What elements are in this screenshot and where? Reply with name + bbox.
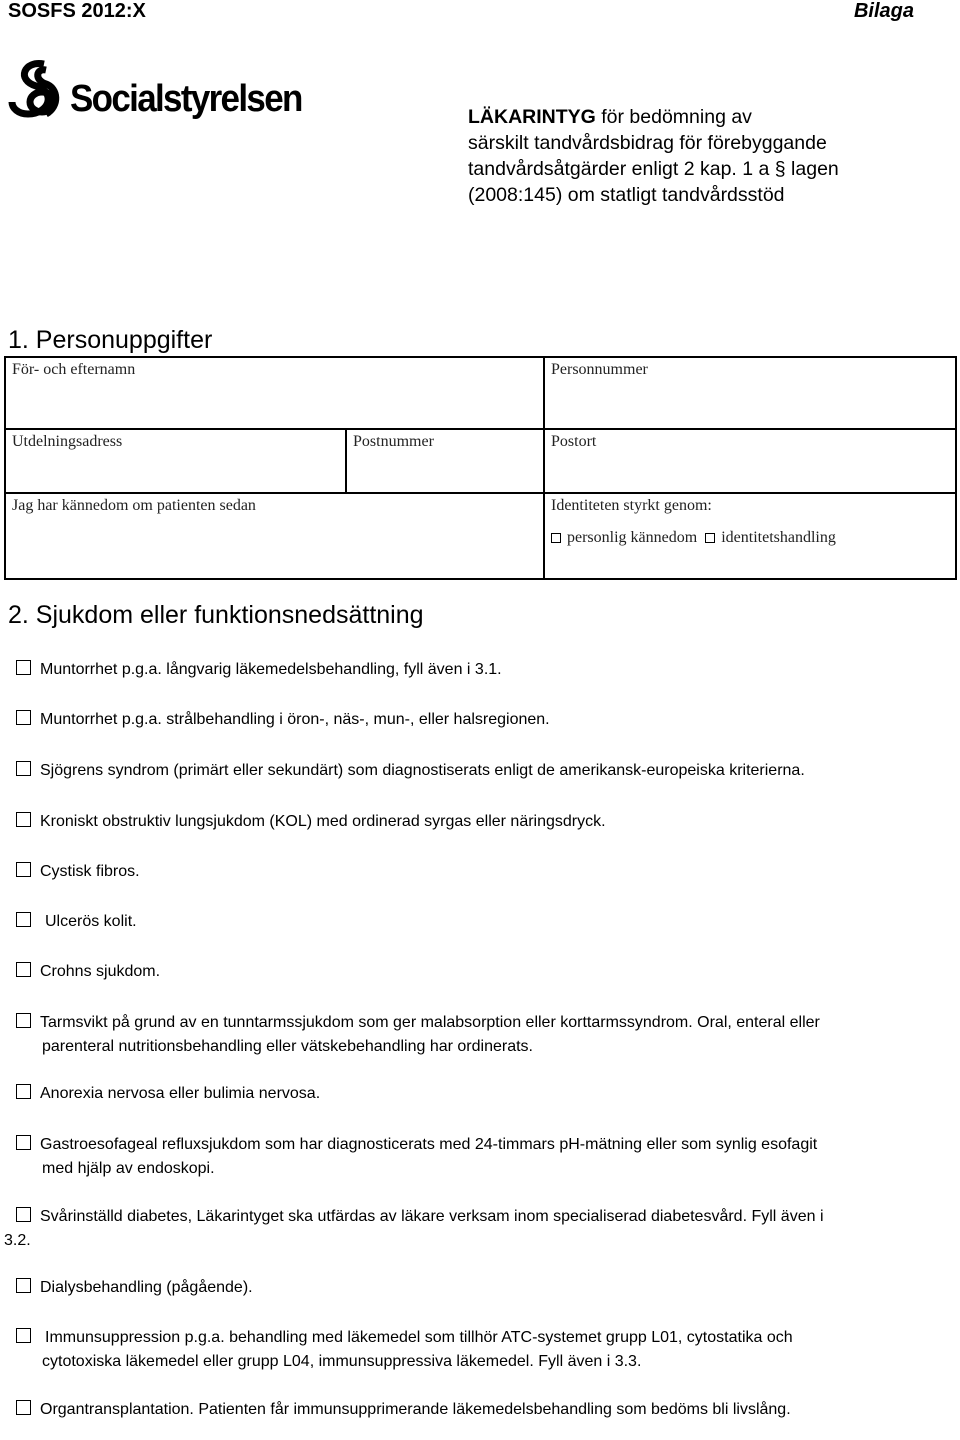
condition-item: [16, 860, 941, 884]
section1-title: 1. Personuppgifter: [8, 326, 213, 354]
condition-item: [4, 1205, 941, 1253]
id-document-checkbox[interactable]: [705, 533, 715, 543]
form-title-line1: för bedömning av: [595, 106, 752, 128]
condition-text: Gastroesofageal refluxsjukdom som har diagnosticerats med 24-timmars pH-mätning eller som synlig esofagit: [40, 1136, 818, 1153]
condition-checkbox[interactable]: [16, 912, 31, 927]
address-field[interactable]: [5, 429, 346, 493]
condition-text: Cystisk fibros.: [40, 863, 140, 880]
condition-text: Svårinställd diabetes, Läkarintyget ska utfärdas av läkare verksam inom specialiserad diabetesvård. Fyll även i: [40, 1208, 824, 1225]
condition-item: [16, 1082, 941, 1106]
socialstyrelsen-logo-icon: [6, 56, 76, 126]
section2-title: 2. Sjukdom eller funktionsnedsättning: [8, 601, 424, 629]
condition-text-continued: parenteral nutritionsbehandling eller vätskebehandling har ordinerats.: [42, 1038, 533, 1055]
id-document-label: identitetshandling: [721, 529, 836, 546]
condition-checkbox[interactable]: [16, 710, 31, 725]
condition-text: Muntorrhet p.g.a. långvarig läkemedelsbehandling, fyll även i 3.1.: [40, 661, 502, 678]
known-since-field[interactable]: [5, 493, 544, 579]
identity-field: [544, 493, 956, 579]
condition-item: [16, 1398, 941, 1422]
condition-item: [16, 1326, 941, 1374]
condition-item: [16, 1011, 941, 1059]
logo-wordmark: Socialstyrelsen: [70, 78, 302, 120]
condition-item: [16, 1276, 941, 1300]
condition-item: [16, 658, 941, 682]
condition-checkbox[interactable]: [16, 1278, 31, 1293]
condition-text: Anorexia nervosa eller bulimia nervosa.: [40, 1085, 321, 1102]
form-title: [468, 104, 938, 208]
condition-text: Sjögrens syndrom (primärt eller sekundärt) som diagnostiserats enligt de amerikansk-europeiska kriterierna.: [40, 762, 805, 779]
zip-field[interactable]: [346, 429, 544, 493]
form-title-line3: tandvårdsåtgärder enligt 2 kap. 1 a § lagen: [468, 158, 839, 180]
condition-text: Organtransplantation. Patienten får immunsupprimerande läkemedelsbehandling som bedöms bli livslång.: [40, 1401, 791, 1418]
condition-checkbox[interactable]: [16, 812, 31, 827]
personal-number-label: Personnummer: [551, 361, 648, 378]
condition-checkbox[interactable]: [16, 761, 31, 776]
form-title-bold: LÄKARINTYG: [468, 106, 596, 128]
address-label: Utdelningsadress: [12, 433, 123, 450]
condition-text: Crohns sjukdom.: [40, 963, 161, 980]
document-code: SOSFS 2012:X: [8, 0, 146, 22]
city-label: Postort: [551, 433, 597, 450]
condition-item: [16, 960, 941, 984]
condition-item: [16, 1133, 941, 1181]
condition-text: Tarmsvikt på grund av en tunntarmssjukdom som ger malabsorption eller korttarmssyndrom. Oral, enteral eller: [40, 1014, 820, 1031]
condition-text-continued: cytotoxiska läkemedel eller grupp L04, immunsuppressiva läkemedel. Fyll även i 3.3.: [42, 1353, 642, 1370]
city-field[interactable]: [544, 429, 956, 493]
identity-label: Identiteten styrkt genom:: [551, 497, 712, 514]
condition-checkbox[interactable]: [16, 1400, 31, 1415]
condition-item: [16, 708, 941, 732]
condition-checkbox[interactable]: [16, 1013, 31, 1028]
condition-text: Immunsuppression p.g.a. behandling med läkemedel som tillhör ATC-systemet grupp L01, cytostatika och: [45, 1329, 793, 1346]
known-since-label: Jag har kännedom om patienten sedan: [12, 497, 256, 514]
condition-text: Ulcerös kolit.: [45, 913, 137, 930]
condition-checkbox[interactable]: [16, 1207, 31, 1222]
condition-checkbox[interactable]: [16, 962, 31, 977]
condition-text: Muntorrhet p.g.a. strålbehandling i öron-, näs-, mun-, eller halsregionen.: [40, 711, 550, 728]
personal-knowledge-label: personlig kännedom: [567, 529, 698, 546]
appendix-label: Bilaga: [853, 0, 914, 22]
name-field[interactable]: [5, 357, 544, 429]
condition-checkbox[interactable]: [16, 660, 31, 675]
name-label: För- och efternamn: [12, 361, 136, 378]
personal-knowledge-checkbox[interactable]: [551, 533, 561, 543]
condition-text: Dialysbehandling (pågående).: [40, 1279, 253, 1296]
condition-text-continued: med hjälp av endoskopi.: [42, 1160, 215, 1177]
condition-checkbox[interactable]: [16, 1135, 31, 1150]
personal-info-table: [4, 356, 957, 580]
condition-item: [16, 910, 941, 934]
condition-checkbox[interactable]: [16, 1328, 31, 1343]
condition-item: [16, 810, 941, 834]
personal-number-field[interactable]: [544, 357, 956, 429]
condition-checkbox[interactable]: [16, 1084, 31, 1099]
condition-text: Kroniskt obstruktiv lungsjukdom (KOL) med ordinerad syrgas eller näringsdryck.: [40, 813, 606, 830]
zip-label: Postnummer: [353, 433, 434, 450]
condition-text-continued: 3.2.: [4, 1232, 31, 1249]
condition-checkbox[interactable]: [16, 862, 31, 877]
form-title-line2: särskilt tandvårdsbidrag för förebyggande: [468, 132, 827, 154]
form-title-line4: (2008:145) om statligt tandvårdsstöd: [468, 184, 785, 206]
condition-item: [16, 759, 941, 783]
